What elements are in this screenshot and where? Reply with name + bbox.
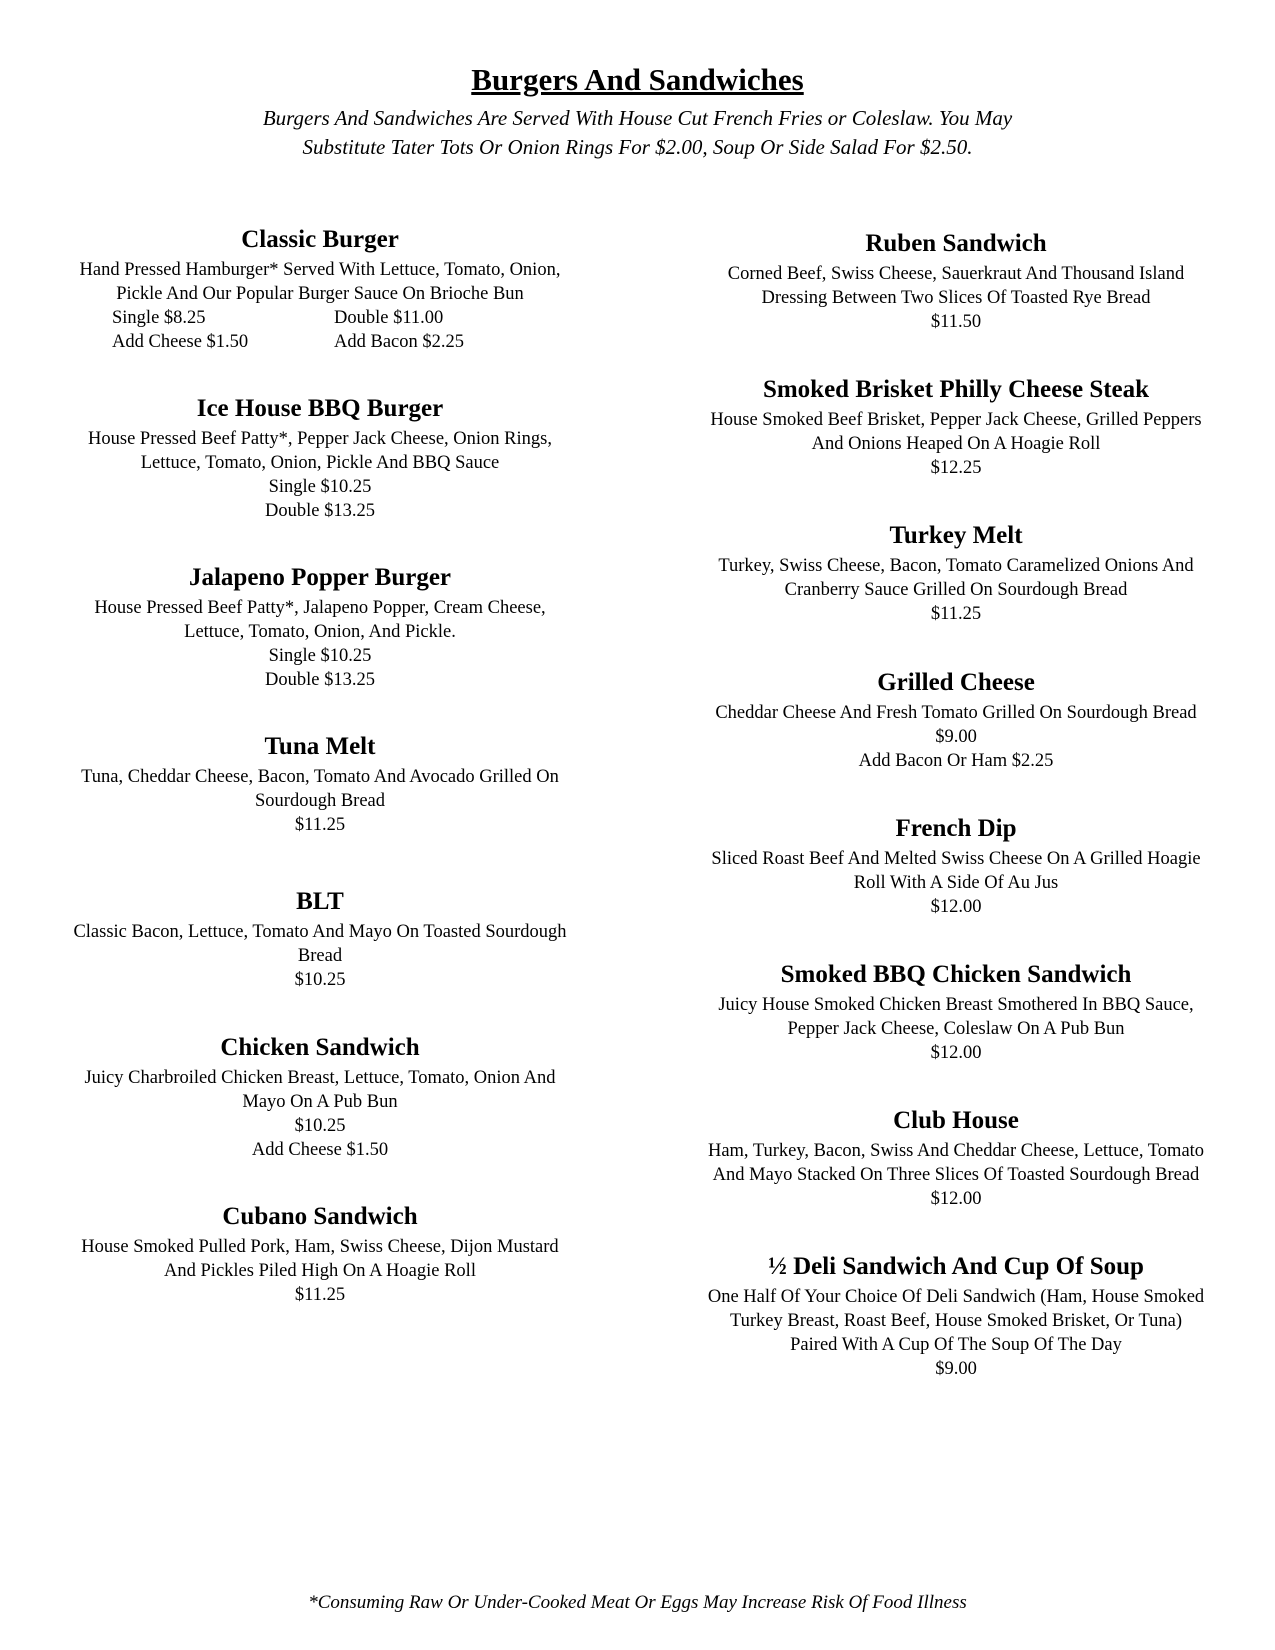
item-name: BLT — [296, 888, 344, 915]
item-description: Paired With A Cup Of The Soup Of The Day — [790, 1335, 1122, 1355]
item-price: $9.00 — [935, 727, 977, 747]
menu-item-turkey-melt — [672, 520, 1240, 626]
menu-item-tuna-melt — [40, 731, 600, 837]
item-price: Double $13.25 — [265, 501, 375, 521]
item-description: Sourdough Bread — [255, 791, 385, 811]
item-description: House Smoked Pulled Pork, Ham, Swiss Cheese, Dijon Mustard — [81, 1237, 559, 1257]
item-description: And Onions Heaped On A Hoagie Roll — [811, 434, 1101, 454]
subtitle-line: Burgers And Sandwiches Are Served With House Cut French Fries or Coleslaw. You May — [262, 106, 1013, 130]
item-description: Mayo On A Pub Bun — [242, 1092, 398, 1112]
item-price: $11.25 — [294, 815, 346, 835]
menu-item-smoked-bbq-chicken — [672, 959, 1240, 1065]
item-name: Turkey Melt — [889, 522, 1023, 549]
item-name: Classic Burger — [241, 226, 399, 253]
item-price: $11.50 — [930, 312, 982, 332]
menu-item-jalapeno-popper-burger — [40, 562, 600, 692]
item-price: $11.25 — [930, 604, 982, 624]
menu-item-grilled-cheese — [672, 667, 1240, 773]
item-price: $11.25 — [294, 1285, 346, 1305]
item-name: Jalapeno Popper Burger — [188, 564, 452, 591]
item-name: Smoked BBQ Chicken Sandwich — [780, 961, 1132, 988]
item-name: Tuna Melt — [264, 733, 376, 760]
menu-item-half-deli-and-soup — [672, 1251, 1240, 1381]
item-name: Ice House BBQ Burger — [196, 395, 444, 422]
menu-item-cubano-sandwich — [40, 1201, 600, 1307]
item-description: House Smoked Beef Brisket, Pepper Jack Cheese, Grilled Peppers — [710, 410, 1202, 430]
item-description: Tuna, Cheddar Cheese, Bacon, Tomato And Avocado Grilled On — [81, 767, 559, 787]
item-description: Sliced Roast Beef And Melted Swiss Cheese On A Grilled Hoagie — [711, 849, 1201, 869]
menu-item-ice-house-bbq-burger — [40, 393, 600, 523]
item-description: House Pressed Beef Patty*, Jalapeno Popper, Cream Cheese, — [94, 598, 546, 618]
item-description: Classic Bacon, Lettuce, Tomato And Mayo On Toasted Sourdough — [73, 922, 567, 942]
item-description: And Mayo Stacked On Three Slices Of Toasted Sourdough Bread — [712, 1165, 1200, 1185]
item-description: Hand Pressed Hamburger* Served With Lettuce, Tomato, Onion, — [79, 260, 561, 280]
item-price: $12.00 — [930, 1189, 982, 1209]
price-option: Double $11.00 — [334, 308, 444, 328]
item-price: $10.25 — [294, 1116, 346, 1136]
item-name: ½ Deli Sandwich And Cup Of Soup — [768, 1253, 1144, 1280]
item-description: Ham, Turkey, Bacon, Swiss And Cheddar Cheese, Lettuce, Tomato — [707, 1141, 1205, 1161]
menu-item-blt — [40, 886, 600, 992]
item-price: $12.00 — [930, 1043, 982, 1063]
item-description: Juicy Charbroiled Chicken Breast, Lettuce, Tomato, Onion And — [84, 1068, 556, 1088]
footer-disclaimer: *Consuming Raw Or Under-Cooked Meat Or Eggs May Increase Risk Of Food Illness — [308, 1592, 967, 1613]
menu-item-club-house — [672, 1105, 1240, 1211]
item-price: $12.25 — [930, 458, 982, 478]
subtitle-line: Substitute Tater Tots Or Onion Rings For $2.00, Soup Or Side Salad For $2.50. — [302, 135, 973, 159]
item-price: $9.00 — [935, 1359, 977, 1379]
item-description: Turkey, Swiss Cheese, Bacon, Tomato Caramelized Onions And — [718, 556, 1194, 576]
item-price: Single $10.25 — [268, 477, 372, 497]
item-description: Bread — [297, 946, 343, 966]
item-name: Chicken Sandwich — [220, 1034, 420, 1061]
page-title: Burgers And Sandwiches — [471, 62, 804, 97]
item-description: Lettuce, Tomato, Onion, And Pickle. — [184, 622, 456, 642]
item-description: Turkey Breast, Roast Beef, House Smoked Brisket, Or Tuna) — [729, 1311, 1183, 1331]
item-name: Cubano Sandwich — [222, 1203, 418, 1230]
menu-item-smoked-brisket-philly — [672, 374, 1240, 480]
item-description: Cheddar Cheese And Fresh Tomato Grilled On Sourdough Bread — [715, 703, 1197, 723]
item-description: Cranberry Sauce Grilled On Sourdough Bread — [784, 580, 1128, 600]
price-option: Add Bacon $2.25 — [334, 332, 464, 352]
item-price: $10.25 — [294, 970, 346, 990]
item-name: French Dip — [895, 815, 1017, 842]
item-description: House Pressed Beef Patty*, Pepper Jack Cheese, Onion Rings, — [88, 429, 552, 449]
menu-subtitle — [0, 104, 1275, 162]
item-description: Juicy House Smoked Chicken Breast Smothered In BBQ Sauce, — [718, 995, 1194, 1015]
item-name: Club House — [893, 1107, 1019, 1134]
item-price: Double $13.25 — [265, 670, 375, 690]
item-description: Roll With A Side Of Au Jus — [853, 873, 1059, 893]
item-name: Grilled Cheese — [877, 669, 1035, 696]
menu-item-chicken-sandwich — [40, 1032, 600, 1162]
item-description: Pepper Jack Cheese, Coleslaw On A Pub Bun — [787, 1019, 1125, 1039]
item-description: Dressing Between Two Slices Of Toasted Rye Bread — [761, 288, 1151, 308]
item-price: Single $10.25 — [268, 646, 372, 666]
item-name: Ruben Sandwich — [865, 230, 1047, 257]
price-grid — [40, 306, 600, 354]
item-name: Smoked Brisket Philly Cheese Steak — [762, 376, 1150, 403]
menu-item-french-dip — [672, 813, 1240, 919]
item-description: Lettuce, Tomato, Onion, Pickle And BBQ Sauce — [140, 453, 500, 473]
item-description: And Pickles Piled High On A Hoagie Roll — [164, 1261, 476, 1281]
item-description: Corned Beef, Swiss Cheese, Sauerkraut And Thousand Island — [727, 264, 1185, 284]
item-price: $12.00 — [930, 897, 982, 917]
menu-item-classic-burger — [40, 224, 600, 354]
price-option: Single $8.25 — [112, 308, 206, 328]
item-add-on: Add Cheese $1.50 — [251, 1140, 389, 1160]
price-option: Add Cheese $1.50 — [112, 332, 249, 352]
item-add-on: Add Bacon Or Ham $2.25 — [858, 751, 1054, 771]
menu-item-ruben-sandwich — [672, 228, 1240, 334]
item-description: One Half Of Your Choice Of Deli Sandwich (Ham, House Smoked — [707, 1287, 1205, 1307]
item-description: Pickle And Our Popular Burger Sauce On Brioche Bun — [116, 284, 524, 304]
